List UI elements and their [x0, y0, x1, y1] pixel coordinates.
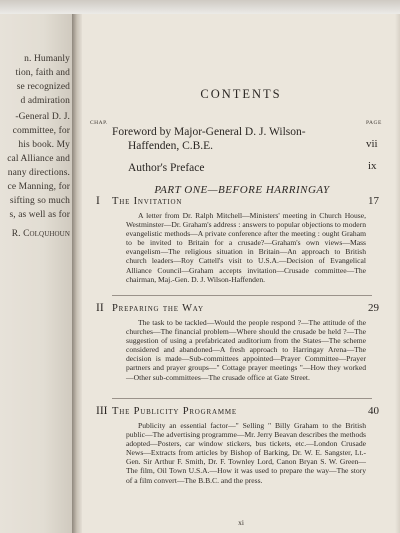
chapter-page: 29: [368, 302, 379, 314]
chapter-synopsis: [126, 318, 366, 380]
page-folio: xi: [238, 518, 244, 527]
preface-page: ix: [368, 160, 377, 172]
foreword-page: vii: [366, 138, 378, 150]
chapter-divider: [112, 398, 372, 399]
chapter-page: 40: [368, 405, 379, 417]
facing-line: cal Alliance and: [7, 154, 70, 164]
book-gutter: [72, 14, 82, 533]
contents-page: [82, 14, 400, 533]
chapter-title: The Publicity Programme: [112, 406, 237, 417]
facing-line: se recognized: [16, 82, 70, 92]
chapter-synopsis-text: A letter from Dr. Ralph Mitchell—Ministers' meeting in Church House, Westminster—Dr. Graham's address : answers to popular objections to modern evangelistic methods—A private conference after the meeting : ought Graham to be invited to Britain for a crusade?—Graham's own views—Mass evangelism—The religious situation in Britain—An approach to British church leaders—Roy Cattell's visit to U.S.A.—Decision of Evangelical Alliance Council—Graham accepts invitation—Crusade committee—The chairman, Maj.-Gen. D. J. Wilson-Haffenden.: [126, 211, 366, 284]
foreword-title-line1: Foreword by Major-General D. J. Wilson-: [112, 126, 306, 138]
chapter-synopsis: [126, 211, 366, 284]
chapter-synopsis-text: The task to be tackled—Would the people respond ?—The attitude of the churches—The financial problem—Where should the crusade be held ?—The suggestion of using a prefabricated auditorium from the States—The scheme considered and abandoned—A fresh approach to Harringay Arena—The decision is made—Sub-committees appointed—Prayer Committee—Prayer partners and prayer groups—" Cottage prayer meetings "—How they worked—Other sub-committees—The crusade office at Gate Street.: [126, 318, 366, 382]
part-heading: PART ONE—BEFORE HARRINGAY: [154, 184, 330, 196]
chapter-page: 17: [368, 195, 379, 207]
chapter-title: Preparing the Way: [112, 303, 204, 314]
facing-line: d admiration: [20, 96, 70, 106]
page-title: CONTENTS: [200, 87, 282, 101]
chapter-number: I: [96, 195, 100, 207]
facing-line: committee, for: [12, 126, 70, 136]
chap-column-header: CHAP.: [90, 120, 108, 126]
top-shadow: [0, 0, 400, 14]
facing-line: sifting so much: [9, 196, 70, 206]
facing-line: n. Humanly: [24, 54, 70, 64]
chapter-synopsis: [126, 421, 366, 509]
preface-title: Author's Preface: [128, 162, 205, 174]
facing-line: nany directions.: [7, 168, 70, 178]
chapter-number: II: [96, 302, 104, 314]
facing-line: s, as well as for: [9, 210, 70, 220]
author-signature: R. Colquhoun: [11, 229, 70, 239]
facing-line: ce Manning, for: [7, 182, 70, 192]
facing-line: -General D. J.: [15, 112, 70, 122]
chapter-title: The Invitation: [112, 196, 183, 207]
chapter-number: III: [96, 405, 108, 417]
facing-page: [0, 14, 72, 533]
page-column-header: PAGE: [366, 120, 382, 126]
chapter-divider: [112, 295, 372, 296]
foreword-title-line2: Haffenden, C.B.E.: [128, 140, 214, 152]
facing-line: tion, faith and: [15, 68, 70, 78]
facing-line: his book. My: [18, 140, 70, 150]
chapter-synopsis-text: Publicity an essential factor—" Selling " Billy Graham to the British public—The advertising programme—Mr. Jerry Beavan describes the methods adopted—Posters, car window stickers, bus tickets, etc.—London Crusade News—Extracts from articles by Bishop of Barking, Dr. W. E. Sangster, Lt.-Gen. Sir Arthur F. Smith, Dr. F. Townley Lord, Canon Bryan S. W. Green—The film, Oil Town U.S.A.—How it was used to prepare the way—The story of a film convert—The B.B.C. and the press.: [126, 421, 366, 485]
